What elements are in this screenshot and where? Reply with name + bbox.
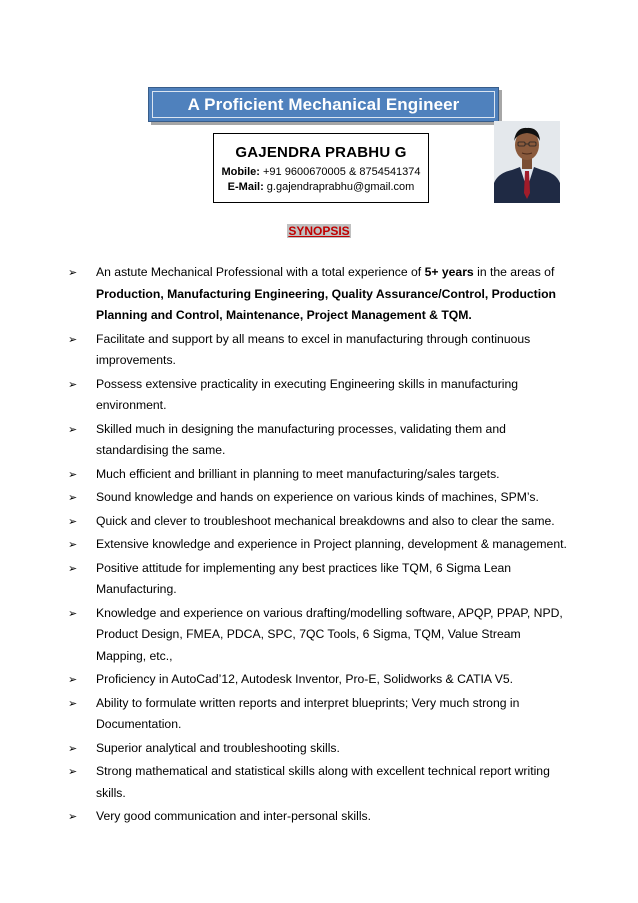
list-item-text: Very good communication and inter-personal skills. <box>96 809 372 823</box>
list-item-text: Positive attitude for implementing any best practices like TQM, 6 Sigma Lean Manufacturing. <box>96 560 512 596</box>
list-item <box>68 262 568 327</box>
list-item <box>68 738 568 760</box>
email-label: E-Mail: <box>227 181 264 193</box>
experience-text: An astute Mechanical Professional with a total experience of <box>96 265 425 279</box>
arrow-bullet-icon: ➢ <box>68 538 78 551</box>
list-item-text: Ability to formulate written reports and interpret blueprints; Very much strong in Documentation. <box>96 695 520 731</box>
synopsis-heading: SYNOPSIS <box>288 224 350 238</box>
synopsis-heading-wrap <box>0 222 638 240</box>
list-item <box>68 374 568 417</box>
list-item-text: Strong mathematical and statistical skills along with excellent technical report writing skills. <box>96 764 550 800</box>
list-item <box>68 603 568 668</box>
list-item <box>68 669 568 691</box>
synopsis-list <box>68 262 568 830</box>
list-item-text: Much efficient and brilliant in planning to meet manufacturing/sales targets. <box>96 466 500 481</box>
list-item-text: Superior analytical and troubleshooting skills. <box>96 740 340 755</box>
mobile-line <box>214 166 428 178</box>
arrow-bullet-icon: ➢ <box>68 810 78 823</box>
list-item-text: Skilled much in designing the manufacturing processes, validating them and standardising the same. <box>96 421 506 457</box>
list-item-text: Quick and clever to troubleshoot mechanical breakdowns and also to clear the same. <box>96 513 555 528</box>
arrow-bullet-icon: ➢ <box>68 561 78 575</box>
profile-photo <box>494 121 560 203</box>
list-item <box>68 534 568 556</box>
list-item-text: Extensive knowledge and experience in Project planning, development & management. <box>96 537 567 551</box>
arrow-bullet-icon: ➢ <box>68 606 78 620</box>
arrow-bullet-icon: ➢ <box>68 467 78 481</box>
experience-areas: Production, Manufacturing Engineering, Quality Assurance/Control, Production Planning and Control, Maintenance, Project Management & TQM. <box>96 286 556 322</box>
experience-years: 5+ years <box>424 265 474 279</box>
list-item-text: Facilitate and support by all means to excel in manufacturing through continuous improvements. <box>96 331 531 367</box>
list-item <box>68 761 568 804</box>
profile-photo-graphic <box>494 121 560 203</box>
experience-areas-intro: in the areas of <box>473 265 555 279</box>
list-item <box>68 693 568 736</box>
list-item <box>68 511 568 533</box>
mobile-label: Mobile: <box>221 166 260 178</box>
arrow-bullet-icon: ➢ <box>68 422 78 436</box>
arrow-bullet-icon: ➢ <box>68 377 78 391</box>
arrow-bullet-icon: ➢ <box>68 332 78 346</box>
page-title: A Proficient Mechanical Engineer <box>187 94 460 114</box>
arrow-bullet-icon: ➢ <box>68 514 78 528</box>
email-line <box>214 181 428 193</box>
arrow-bullet-icon: ➢ <box>68 491 78 504</box>
arrow-bullet-icon: ➢ <box>68 696 78 710</box>
candidate-name: GAJENDRA PRABHU G <box>235 144 407 161</box>
arrow-bullet-icon: ➢ <box>68 673 78 686</box>
contact-box <box>213 133 429 203</box>
list-item <box>68 464 568 486</box>
list-item-text: Knowledge and experience on various drafting/modelling software, APQP, PPAP, NPD, Product Design, FMEA, PDCA, SPC, 7QC Tools, 6 Sigma, TQM, Value Stream Mapping, etc., <box>96 605 563 663</box>
mobile-value: +91 9600670005 & 8754541374 <box>259 166 421 178</box>
list-item-text: Sound knowledge and hands on experience on various kinds of machines, SPM’s. <box>96 490 539 504</box>
arrow-bullet-icon: ➢ <box>68 741 78 755</box>
list-item <box>68 419 568 462</box>
arrow-bullet-icon: ➢ <box>68 266 78 279</box>
list-item-text: Proficiency in AutoCad’12, Autodesk Inventor, Pro-E, Solidworks & CATIA V5. <box>96 672 514 686</box>
list-item <box>68 329 568 372</box>
arrow-bullet-icon: ➢ <box>68 765 78 778</box>
list-item <box>68 487 568 509</box>
email-value: g.gajendraprabhu@gmail.com <box>263 181 415 193</box>
list-item-text: Possess extensive practicality in executing Engineering skills in manufacturing environment. <box>96 376 519 412</box>
title-banner <box>148 87 499 122</box>
list-item <box>68 558 568 601</box>
list-item <box>68 806 568 828</box>
